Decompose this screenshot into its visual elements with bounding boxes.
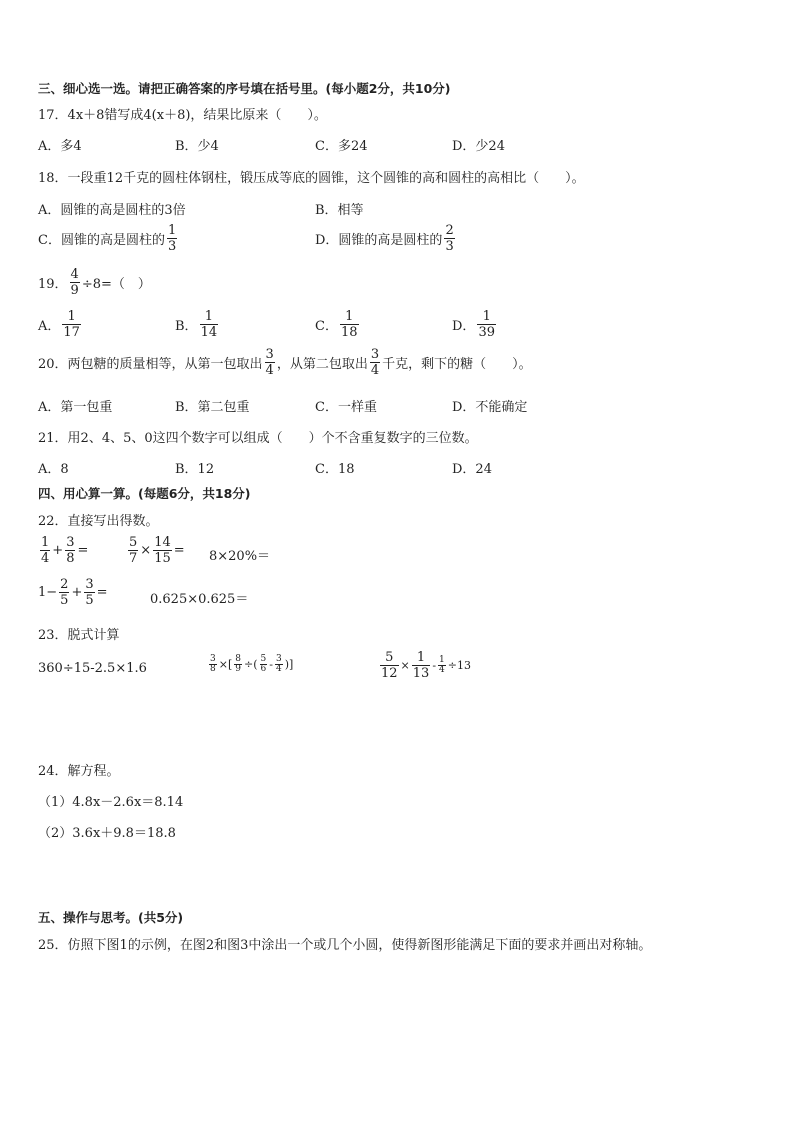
operator: + (71, 585, 83, 600)
fraction (84, 578, 94, 607)
option-label: D． (452, 319, 476, 334)
fraction (380, 651, 399, 680)
question-18-stem: 18．一段重12千克的圆柱体钢柱，锻压成等底的圆锥，这个圆锥的高和圆柱的高相比（ ）。 (38, 171, 585, 186)
denominator: 4 (275, 664, 282, 674)
q24-equation-2: （2）3.6x＋9.8＝18.8 (38, 826, 176, 841)
numerator: 8 (235, 654, 241, 664)
q18-option-c (38, 224, 179, 253)
q19-prefix: 19． (38, 277, 68, 292)
denominator: 4 (370, 363, 380, 378)
numerator: 1 (204, 309, 213, 324)
denominator: 5 (85, 593, 94, 608)
numerator: 1 (482, 309, 491, 324)
numerator: 3 (265, 347, 274, 362)
denominator: 3 (167, 239, 177, 254)
denominator: 17 (63, 325, 80, 340)
option-label: C． (315, 319, 338, 334)
operator: × (400, 659, 410, 672)
question-22-stem: 22．直接写出得数。 (38, 514, 159, 529)
question-17-stem: 17．4x＋8错写成4(x＋8)，结果比原来（ ）。 (38, 108, 327, 123)
numerator: 1 (167, 223, 177, 238)
numerator: 4 (70, 267, 79, 282)
operator: - (432, 659, 437, 672)
q19-option-d (452, 310, 498, 339)
expression-prefix: 1− (38, 585, 58, 600)
question-23-stem: 23．脱式计算 (38, 628, 120, 643)
operator: + (52, 543, 64, 558)
section-4-title: 四、用心算一算。(每题6分，共18分) (38, 486, 251, 501)
denominator: 18 (340, 325, 358, 340)
fraction (209, 655, 217, 674)
question-19-stem (38, 268, 151, 297)
numerator: 1 (416, 650, 426, 665)
q22-expression-4 (38, 578, 108, 607)
fraction (275, 655, 283, 674)
numerator: 5 (129, 535, 138, 550)
question-21-stem: 21．用2、4、5、0这四个数字可以组成（ ）个不含重复数字的三位数。 (38, 431, 478, 446)
denominator: 8 (210, 664, 216, 674)
fraction (438, 656, 446, 675)
q24-equation-1: （1）4.8x－2.6x＝8.14 (38, 795, 184, 810)
numerator: 3 (275, 654, 282, 664)
q19-suffix: ÷8=（ ） (81, 277, 151, 292)
q21-option-d: D．24 (452, 462, 492, 477)
option-label: A． (38, 319, 61, 334)
q17-option-a: A．多4 (38, 139, 82, 154)
q19-option-a (38, 310, 83, 339)
q23-expression-1: 360÷15-2.5×1.6 (38, 661, 147, 676)
q19-option-c (315, 310, 361, 339)
equals: = (77, 543, 89, 558)
q20-part1: 20．两包糖的质量相等，从第一包取出 (38, 357, 263, 372)
q19-option-b (175, 310, 220, 339)
fraction (370, 348, 380, 377)
fraction (40, 536, 50, 565)
numerator: 3 (370, 347, 380, 362)
operator: ÷13 (447, 659, 471, 672)
question-24-stem: 24．解方程。 (38, 764, 120, 779)
q20-option-a: A．第一包重 (38, 400, 113, 415)
equals: = (96, 585, 108, 600)
numerator: 3 (66, 535, 75, 550)
q18-option-b: B．相等 (315, 203, 364, 218)
denominator: 13 (412, 666, 430, 681)
question-25-stem: 25．仿照下图1的示例，在图2和图3中涂出一个或几个小圆，使得新图形能满足下面的要求并画出对称轴。 (38, 938, 652, 953)
denominator: 14 (200, 325, 218, 340)
q18-option-a: A．圆锥的高是圆柱的3倍 (38, 203, 186, 218)
question-20-stem (38, 348, 532, 377)
denominator: 4 (439, 665, 445, 675)
fraction (200, 310, 219, 339)
q20-option-d: D．不能确定 (452, 400, 528, 415)
q17-option-b: B．少4 (175, 139, 219, 154)
denominator: 6 (260, 664, 267, 674)
section-3-title: 三、细心选一选。请把正确答案的序号填在括号里。(每小题2分，共10分) (38, 81, 451, 96)
q21-option-a: A．8 (38, 462, 69, 477)
denominator: 15 (154, 551, 171, 566)
numerator: 14 (154, 535, 171, 550)
denominator: 4 (41, 551, 50, 566)
numerator: 1 (67, 309, 76, 324)
fraction (65, 536, 75, 565)
numerator: 1 (345, 309, 354, 324)
q22-expression-1 (38, 536, 88, 565)
denominator: 39 (478, 325, 495, 340)
denominator: 8 (66, 551, 75, 566)
operator: ÷( (243, 658, 258, 671)
fraction (265, 348, 275, 377)
q22-expression-2 (126, 536, 185, 565)
fraction (234, 655, 242, 674)
numerator: 5 (260, 654, 267, 664)
q18-option-c-text: C．圆锥的高是圆柱的 (38, 233, 165, 248)
denominator: 5 (60, 593, 69, 608)
q21-option-c: C．18 (315, 462, 355, 477)
fraction (444, 224, 454, 253)
option-label: B． (175, 319, 198, 334)
equals: = (173, 543, 185, 558)
denominator: 12 (381, 666, 398, 681)
q20-option-c: C．一样重 (315, 400, 377, 415)
q20-part3: 千克，剩下的糖（ ）。 (382, 357, 532, 372)
fraction (477, 310, 496, 339)
denominator: 4 (265, 363, 274, 378)
numerator: 1 (41, 535, 50, 550)
fraction (59, 578, 69, 607)
numerator: 3 (85, 577, 94, 592)
section-5-title: 五、操作与思考。(共5分) (38, 910, 184, 925)
q17-option-d: D．少24 (452, 139, 505, 154)
q20-option-b: B．第二包重 (175, 400, 250, 415)
numerator: 5 (385, 650, 394, 665)
q22-expression-5: 0.625×0.625＝ (150, 592, 249, 607)
fraction (153, 536, 172, 565)
q22-expression-3: 8×20%＝ (209, 549, 271, 564)
q23-expression-3 (378, 651, 471, 680)
q18-option-d-text: D．圆锥的高是圆柱的 (315, 233, 443, 248)
denominator: 9 (70, 283, 79, 298)
q21-option-b: B．12 (175, 462, 215, 477)
q18-option-d (315, 224, 457, 253)
numerator: 1 (439, 655, 445, 665)
fraction (260, 655, 268, 674)
denominator: 9 (235, 664, 241, 674)
fraction (412, 651, 431, 680)
operator: × (140, 543, 152, 558)
numerator: 2 (445, 223, 454, 238)
fraction (340, 310, 359, 339)
fraction (167, 224, 177, 253)
fraction (128, 536, 138, 565)
q23-expression-2 (207, 655, 293, 674)
denominator: 7 (129, 551, 138, 566)
numerator: 2 (60, 577, 69, 592)
fraction (62, 310, 81, 339)
denominator: 3 (445, 239, 454, 254)
q20-part2: ，从第二包取出 (276, 357, 368, 372)
numerator: 3 (210, 654, 216, 664)
q17-option-c: C．多24 (315, 139, 368, 154)
operator: ×[ (218, 658, 233, 671)
operator: - (269, 658, 273, 671)
fraction (70, 268, 80, 297)
operator: )] (284, 658, 294, 671)
